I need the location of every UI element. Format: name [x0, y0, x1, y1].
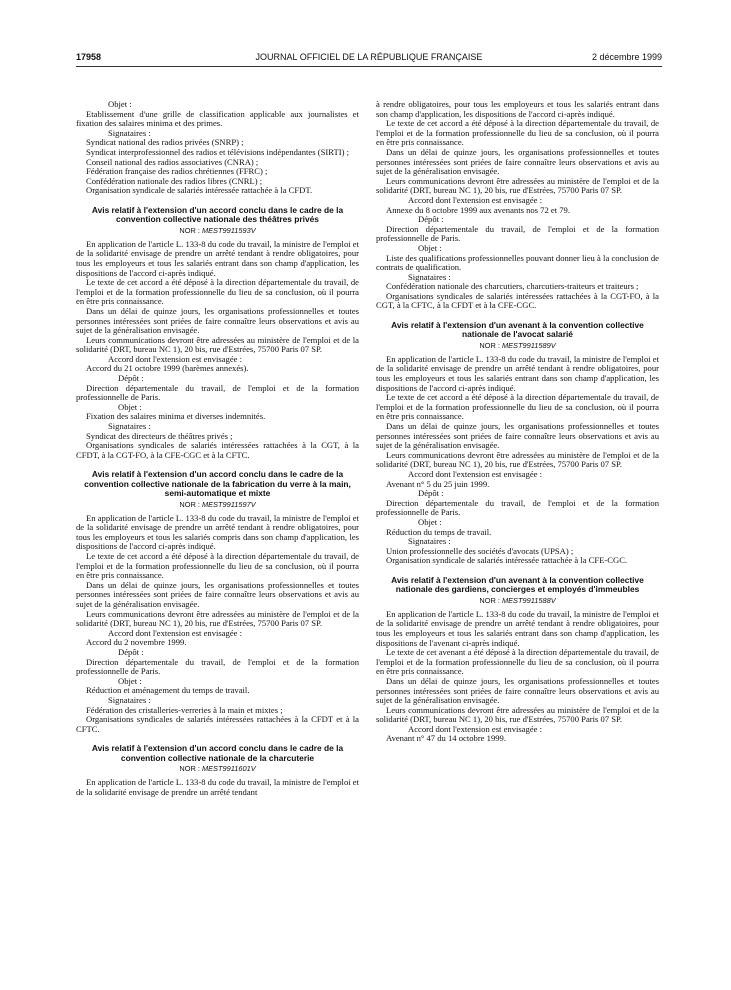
- paragraph: En application de l'article L. 133-8 du code du travail, la ministre de l'emploi et de la solidarité envisage de prendre un arrêté tendant à rendre obligatoires, pour tous les employeurs et tous les salariés entrant dans son champ d'application, les dispositions de l'accord ci-après indiqué.: [76, 238, 359, 278]
- signataires-label: Signataires :: [108, 694, 151, 705]
- signataire: Syndicat des directeurs de théâtres privés ;: [86, 430, 233, 441]
- notice-charcuterie: [76, 744, 359, 797]
- signataire: Confédération nationale des charcutiers, charcutiers-traiteurs et traiteurs ;: [386, 281, 639, 292]
- signataire: Organisation syndicale de salariés intéressée rattachée à la CFDT.: [86, 185, 313, 196]
- objet-label: Objet :: [118, 675, 142, 686]
- objet-label: Objet :: [108, 99, 132, 109]
- paragraph: Dans un délai de quinze jours, les organisations professionnelles et toutes personnes intéressées sont priées de faire connaître leurs observations et avis au sujet de la généralisation envisagée.: [376, 675, 659, 706]
- notice-title: Avis relatif à l'extension d'un accord conclu dans le cadre de la convention collective nationale de la fabrication du verre à la main, semi-automatique et mixte: [84, 469, 351, 499]
- header-rule: [76, 66, 662, 67]
- accord-text: Accord du 2 novembre 1999.: [86, 637, 187, 648]
- nor-reference: [376, 596, 659, 606]
- objet-label: Objet :: [118, 401, 142, 412]
- depot-label: Dépôt :: [118, 373, 144, 384]
- objet-text: Réduction du temps de travail.: [386, 526, 492, 537]
- signataire: Union professionnelle des sociétés d'avocats (UPSA) ;: [386, 545, 574, 556]
- depot-label: Dépôt :: [418, 488, 444, 499]
- paragraph: Dans un délai de quinze jours, les organisations professionnelles et toutes personnes intéressées sont priées de faire connaître leurs observations et avis au sujet de la généralisation envisagée.: [76, 305, 359, 336]
- notice-title: Avis relatif à l'extension d'un accord conclu dans le cadre de la convention collective nationale de la charcuterie: [91, 743, 344, 763]
- depot-text: Direction départementale du travail, de l'emploi et de la formation professionnelle de Paris.: [76, 382, 359, 403]
- paragraph: Le texte de cet accord a été déposé à la direction départementale du travail, de l'emploi et de la formation professionnelle du lieu de sa conclusion, où il pourra en être pris connaissance.: [376, 118, 659, 148]
- notice-charcuterie-continued: [376, 100, 659, 311]
- nor-reference: [76, 500, 359, 510]
- signataires-label: Signataires :: [108, 127, 151, 138]
- page-header: [76, 52, 662, 66]
- accord-label: Accord dont l'extension est envisagée :: [108, 627, 242, 638]
- paragraph: Leurs communications devront être adressées au ministère de l'emploi et de la solidarité (DRT, bureau NC 1), 20 bis, rue d'Estrées, 75700 Paris 07 SP.: [376, 449, 659, 470]
- left-column: [76, 100, 359, 797]
- nor-code: MEST9911597V: [201, 499, 256, 509]
- journal-title: JOURNAL OFFICIEL DE LA RÉPUBLIQUE FRANÇAISE: [255, 52, 483, 62]
- accord-label: Accord dont l'extension est envisagée :: [108, 353, 242, 364]
- nor-code: MEST9911589V: [501, 340, 556, 350]
- nor-reference: [76, 226, 359, 236]
- issue-date: 2 décembre 1999: [591, 52, 662, 62]
- paragraph: En application de l'article L. 133-8 du code du travail, la ministre de l'emploi et de la solidarité envisage de prendre un arrêté tendant à rendre obligatoires, pour tous les employeurs et tous les salariés entrant dans son champ d'application, les dispositions de l'avenant ci-après indiqué.: [376, 608, 659, 648]
- nor-code: MEST9911601V: [201, 764, 256, 774]
- accord-label: Accord dont l'extension est envisagée :: [408, 194, 542, 205]
- paragraph: Leurs communications devront être adressées au ministère de l'emploi et de la solidarité (DRT, bureau NC 1), 20 bis, rue d'Estrées, 75700 Paris 07 SP.: [376, 175, 659, 196]
- depot-text: Direction départementale du travail, de l'emploi et de la formation professionnelle de Paris.: [76, 656, 359, 677]
- signataires-label: Signataires :: [108, 421, 151, 432]
- signataire: Organisation syndicale de salariés intéressée rattachée à la CFE-CGC.: [386, 555, 628, 566]
- objet-label: Objet :: [418, 242, 442, 253]
- nor-label: NOR :: [479, 340, 500, 350]
- signataire: Syndicat national des radios privées (SNRP) ;: [86, 137, 244, 148]
- signataire: Organisations syndicales de salariés intéressées rattachées à la CGT, à la CFDT, à la CGT-FO, à la CFE-CGC et à la CFTC.: [76, 440, 359, 460]
- depot-label: Dépôt :: [118, 646, 144, 657]
- notice-gardiens-concierges: [376, 576, 659, 744]
- signataire: Confédération nationale des radios libres (CNRL) ;: [86, 175, 263, 186]
- notice-title: Avis relatif à l'extension d'un avenant à la convention collective nationale de l'avocat salarié: [391, 320, 644, 340]
- nor-code: MESТ9911593V: [201, 225, 256, 235]
- objet-label: Objet :: [418, 516, 442, 527]
- page-number: 17958: [76, 52, 102, 62]
- accord-label: Accord dont l'extension est envisagée :: [408, 469, 542, 479]
- nor-reference: [376, 341, 659, 351]
- signataire: Fédération française des radios chrétiennes (FFRC) ;: [86, 166, 268, 177]
- nor-label: NOR :: [179, 764, 200, 774]
- paragraph: à rendre obligatoires, pour tous les employeurs et tous les salariés entrant dans son champ d'application, les dispositions de l'accord ci-après indiqué.: [376, 99, 659, 119]
- notice-title: Avis relatif à l'extension d'un avenant à la convention collective nationale des gardiens, concierges et employés d'immeubles: [391, 574, 644, 595]
- objet-text: Réduction et aménagement du temps de travail.: [86, 685, 250, 696]
- depot-text: Direction départementale du travail, de l'emploi et de la formation professionnelle de Paris.: [376, 497, 659, 518]
- notice-radios-continued: [76, 100, 359, 196]
- accord-text: Accord du 21 octobre 1999 (barèmes annexés).: [86, 363, 249, 374]
- paragraph: Dans un délai de quinze jours, les organisations professionnelles et toutes personnes intéressées sont priées de faire connaître leurs observations et avis au sujet de la généralisation envisagée.: [76, 579, 359, 609]
- notice-theatres-prives: [76, 206, 359, 460]
- signataire: Organisations syndicales de salariés intéressées rattachées à la CGT-FO, à la CGT, à la CFTC, à la CFDT et à la CFE-CGC.: [376, 290, 659, 311]
- signataires-label: Signataires :: [408, 271, 451, 282]
- paragraph: Le texte de cet accord a été déposé à la direction départementale du travail, de l'emploi et de la formation professionnelle du lieu de sa conclusion, où il pourra en être pris connaissance.: [76, 551, 359, 581]
- objet-text: Liste des qualifications professionnelles pouvant donner lieu à la conclusion de contrats de qualification.: [376, 252, 659, 273]
- signataire: Conseil national des radios associatives (CNRA) ;: [86, 156, 259, 167]
- paragraph: En application de l'article L. 133-8 du code du travail, la ministre de l'emploi et de la solidarité envisage de prendre un arrêté tendant à rendre obligatoires, pour tous les employeurs et tous les salariés compris dans son champ d'application, les dispositions de l'accord ci-après indiqué.: [76, 512, 359, 552]
- accord-text: Annexe du 8 octobre 1999 aux avenants nos 72 et 79.: [386, 204, 571, 215]
- paragraph: Le texte de cet accord a été déposé à la direction départementale du travail, de l'emploi et de la formation professionnelle du lieu de sa conclusion, où il pourra en être pris connaissance.: [76, 277, 359, 307]
- notice-title: Avis relatif à l'extension d'un accord conclu dans le cadre de la convention collective nationale des théâtres privés: [91, 204, 344, 225]
- notice-verre-main: [76, 470, 359, 734]
- signataires-label: Signataires :: [408, 536, 451, 547]
- paragraph: Le texte de cet avenant a été déposé à la direction départementale du travail, de l'emploi et de la formation professionnelle du lieu de sa conclusion, où il pourra en être pris connaissance.: [376, 647, 659, 677]
- notice-avocat-salarie: [376, 321, 659, 566]
- nor-label: NOR :: [179, 225, 200, 235]
- signataire: Fédération des cristalleries-verreries à la main et mixtes ;: [86, 704, 283, 715]
- nor-label: NOR :: [179, 499, 200, 509]
- signataire: Organisations syndicales de salariés intéressées rattachées à la CFDT et à la CFTC.: [76, 714, 359, 734]
- paragraph: En application de l'article L. 133-8 du code du travail, la ministre de l'emploi et de la solidarité envisage de prendre un arrêté tendant à rendre obligatoires, pour tous les employeurs et tous les salariés entrant dans son champ d'application, les dispositions de l'accord ci-après indiqué.: [376, 353, 659, 393]
- paragraph: Leurs communications devront être adressées au ministère de l'emploi et de la solidarité (DRT, bureau NC 1), 20 bis, rue d'Estrées, 75700 Paris 07 SP.: [76, 608, 359, 629]
- right-column: [376, 100, 659, 744]
- signataire: Syndicat interprofessionnel des radios et télévisions indépendantes (SIRTI) ;: [86, 146, 349, 157]
- objet-text: Fixation des salaires minima et diverses indemnités.: [86, 411, 266, 422]
- paragraph: Leurs communications devront être adressées au ministère de l'emploi et de la solidarité (DRT, bureau NC 1), 20 bis, rue d'Estrées, 75700 Paris 07 SP.: [76, 334, 359, 355]
- paragraph: Dans un délai de quinze jours, les organisations professionnelles et toutes personnes intéressées sont priées de faire connaître leurs observations et avis au sujet de la généralisation envisagée.: [376, 421, 659, 451]
- paragraph: Dans un délai de quinze jours, les organisations professionnelles et toutes personnes intéressées sont priées de faire connaître leurs observations et avis au sujet de la généralisation envisagée.: [376, 146, 659, 177]
- nor-code: MEST9911588V: [501, 595, 556, 605]
- nor-reference: [76, 764, 359, 774]
- depot-label: Dépôt :: [418, 214, 444, 225]
- nor-label: NOR :: [479, 595, 500, 605]
- accord-label: Accord dont l'extension est envisagée :: [408, 723, 542, 734]
- depot-text: Direction départementale du travail, de l'emploi et de la formation professionnelle de Paris.: [376, 223, 659, 244]
- paragraph: En application de l'article L. 133-8 du code du travail, la ministre de l'emploi et de la solidarité envisage de prendre un arrêté tendant: [76, 777, 359, 797]
- accord-text: Avenant n° 47 du 14 octobre 1999.: [386, 733, 506, 744]
- paragraph: Leurs communications devront être adressées au ministère de l'emploi et de la solidarité (DRT, bureau NC 1), 20 bis, rue d'Estrées, 75700 Paris 07 SP.: [376, 704, 659, 725]
- objet-text: Etablissement d'une grille de classification applicable aux journalistes et fixation des salaires minima et des primes.: [76, 108, 359, 129]
- accord-text: Avenant n° 5 du 25 juin 1999.: [386, 478, 490, 489]
- paragraph: Le texte de cet accord a été déposé à la direction départementale du travail, de l'emploi et de la formation professionnelle du lieu de sa conclusion, où il pourra en être pris connaissance.: [376, 392, 659, 422]
